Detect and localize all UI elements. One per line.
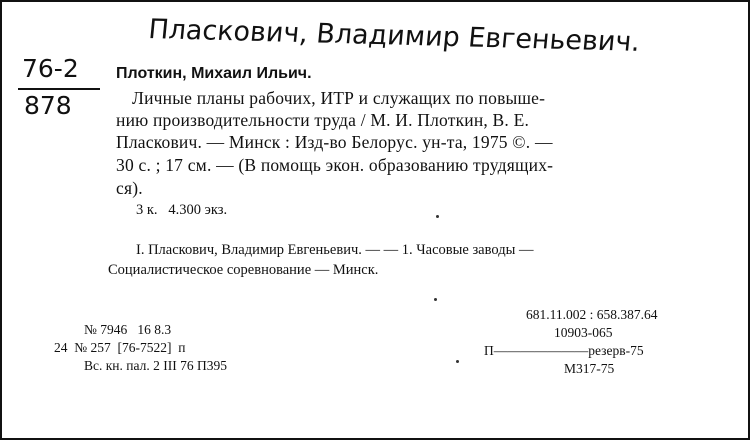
footer-left-line: № 7946 16 8.3: [84, 322, 172, 337]
shelf-mark-divider: [18, 88, 100, 90]
speck: [434, 298, 437, 301]
price-and-print-run: 3 к. 4.300 экз.: [136, 202, 228, 218]
card-index-number: М317-75: [564, 361, 615, 376]
shelf-mark-bottom: 878: [24, 91, 72, 120]
entry-body-line: нию производительности труда / М. И. Плоткин, В. Е.: [116, 110, 530, 130]
footer-left-line: Вс. кн. пал. 2 III 76 П395: [84, 358, 227, 373]
speck: [456, 360, 459, 363]
footer-left-line: 24 № 257 [76-7522] п: [54, 340, 186, 355]
entry-body-line: ся).: [116, 178, 143, 198]
entry-body-line: Пласкович. — Минск : Изд-во Белорус. ун-та, 1975 ©. —: [116, 132, 553, 152]
entry-author: Плоткин, Михаил Ильич.: [116, 65, 312, 82]
handwritten-heading: Пласкович, Владимир Евгеньевич.: [147, 14, 642, 58]
tracing-line: Социалистическое соревнование — Минск.: [108, 262, 379, 278]
tracing-line: I. Пласкович, Владимир Евгеньевич. — — 1. Часовые заводы —: [136, 242, 534, 258]
entry-body-line: 30 с. ; 17 см. — (В помощь экон. образованию трудящих-: [116, 155, 554, 175]
publication-code: 10903-065: [554, 325, 613, 340]
shelf-mark-top: 76-2: [22, 54, 79, 83]
speck: [436, 215, 439, 218]
entry-body-line: Личные планы рабочих, ИТР и служащих по повыше-: [132, 88, 546, 108]
reserve-line: П———————резерв-75: [484, 343, 644, 358]
udc-index: 681.11.002 : 658.387.64: [526, 307, 658, 322]
